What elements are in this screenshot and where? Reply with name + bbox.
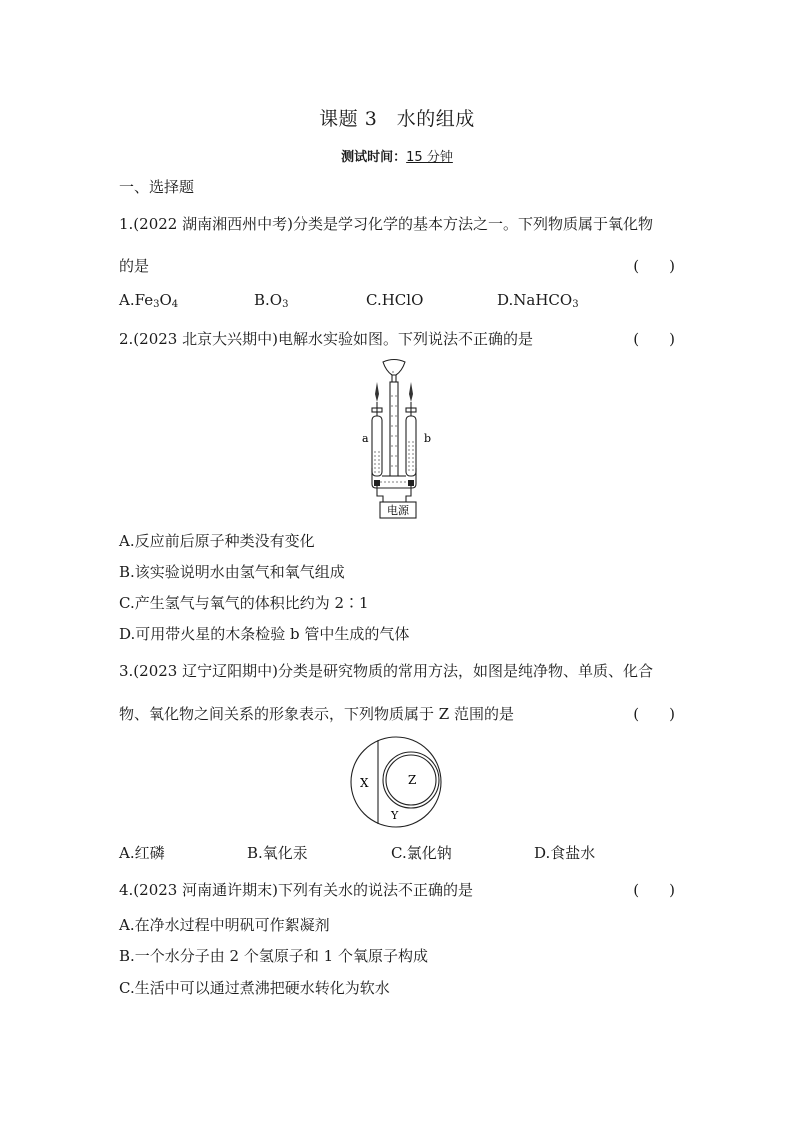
page-title: 课题 3 水的组成 [319,108,475,130]
electrode-a [374,480,380,486]
q3-option-b[interactable]: B.氧化汞 [247,844,308,862]
venn-label-y: Y [391,809,399,822]
q3-option-d[interactable]: D.食盐水 [534,844,596,862]
q1-line2-text: 的是 [119,257,150,275]
q2-answer-paren[interactable]: ( ) [633,330,675,348]
funnel-shape [383,360,405,376]
q2-option-b[interactable]: B.该实验说明水由氢气和氧气组成 [119,563,345,581]
tube-label-b: b [424,432,432,445]
q1-option-c[interactable]: C.HClO [366,291,424,309]
water-fill [374,372,414,482]
test-time [0,146,794,165]
q3-answer-paren[interactable]: ( ) [633,705,675,723]
q1-option-b[interactable]: $B.O_3$ [254,291,289,310]
q4-option-c[interactable]: C.生活中可以通过煮沸把硬水转化为软水 [119,979,390,997]
power-source-label: 电源 [387,504,409,517]
q2-option-c[interactable]: C.产生氢气与氧气的体积比约为 2∶1 [119,594,369,612]
electrode-b [408,480,414,486]
q3-option-a[interactable]: A.红磷 [119,844,165,862]
q2-line1-text: 2.(2023 北京大兴期中)电解水实验如图。下列说法不正确的是 [119,330,533,348]
q3-line2 [119,703,675,724]
gas-jet-a [375,382,379,402]
q3-line2-text: 物、氧化物之间关系的形象表示，下列物质属于 Z 范围的是 [119,705,514,723]
q3-line1: 3.(2023 辽宁辽阳期中)分类是研究物质的常用方法，如图是纯净物、单质、化合 [119,662,653,680]
q1-option-a[interactable]: $A.Fe_3O_4$ [119,291,179,310]
q2-line1 [119,328,675,349]
gas-jet-b [409,382,413,402]
tube-label-a: a [362,432,369,445]
q4-option-a[interactable]: A.在净水过程中明矾可作絮凝剂 [119,916,330,934]
q4-answer-paren[interactable]: ( ) [633,881,675,899]
classification-venn-figure [348,735,448,831]
q3-option-c[interactable]: C.氯化钠 [391,844,452,862]
test-time-label: 测试时间： [341,150,407,165]
venn-label-z: Z [408,773,417,787]
test-time-value: 15 分钟 [406,150,453,165]
electrolysis-apparatus-figure [350,356,450,522]
q4-option-b[interactable]: B.一个水分子由 2 个氢原子和 1 个氧原子构成 [119,947,428,965]
q4-line1-text: 4.(2023 河南通许期末)下列有关水的说法不正确的是 [119,881,473,899]
venn-label-x: X [360,776,369,790]
q1-answer-paren[interactable]: ( ) [633,257,675,275]
q4-line1 [119,879,675,900]
section-heading: 一、选择题 [119,178,195,196]
q1-line1: 1.(2022 湖南湘西州中考)分类是学习化学的基本方法之一。下列物质属于氧化物 [119,215,653,233]
q1-line2 [119,255,675,276]
q1-option-d[interactable]: D.NaHCO$_3$ [497,291,579,310]
q2-option-d[interactable]: D.可用带火星的木条检验 b 管中生成的气体 [119,625,410,643]
q2-option-a[interactable]: A.反应前后原子种类没有变化 [119,532,315,550]
